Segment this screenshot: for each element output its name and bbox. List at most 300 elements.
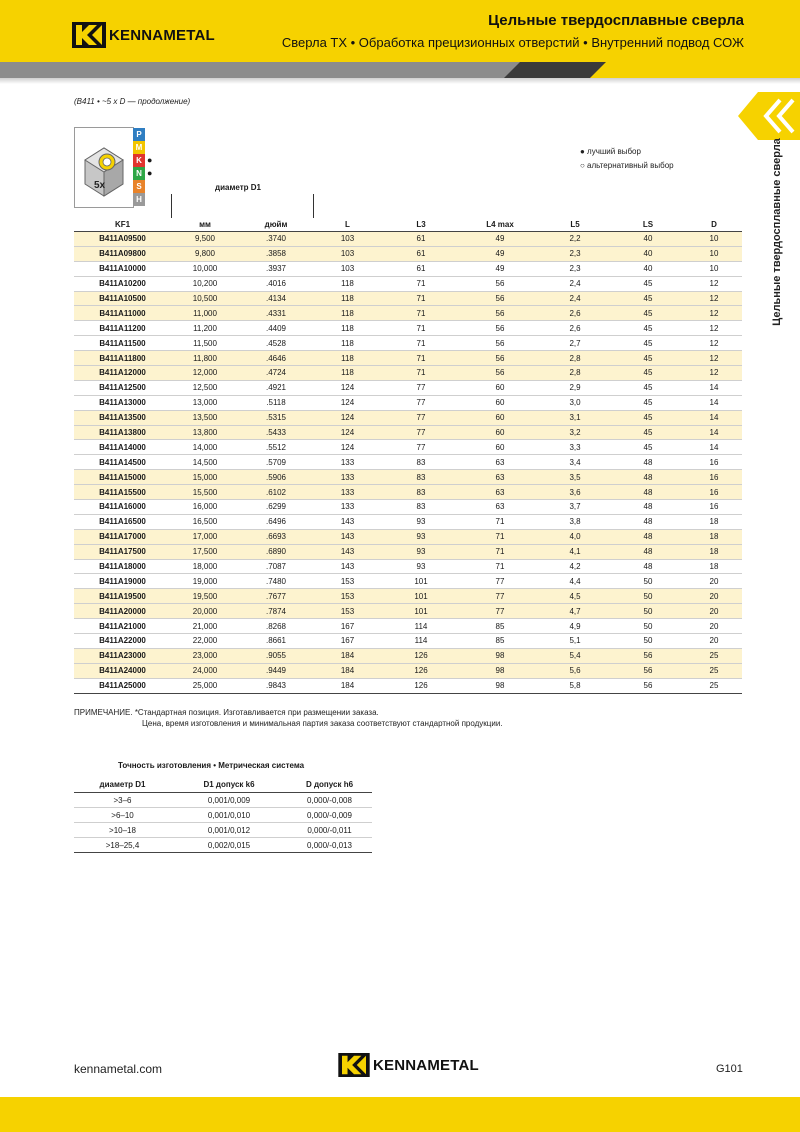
catalog-number: B411A25000 xyxy=(99,681,146,691)
table-cell: 118 xyxy=(341,279,354,289)
table-cell: 83 xyxy=(416,457,426,467)
table-cell: 18 xyxy=(686,529,742,544)
table-cell: 2,8 xyxy=(540,351,610,366)
table-cell: 85 xyxy=(495,621,505,631)
material-h: H xyxy=(133,193,145,206)
catalog-number: B411A12500 xyxy=(99,383,146,393)
table-cell: .4646 xyxy=(239,351,313,366)
table-cell: 14 xyxy=(709,398,719,408)
catalog-number: B411A09800 xyxy=(74,246,171,261)
table-cell: 12 xyxy=(686,306,742,321)
drill-5xd-icon xyxy=(74,127,134,208)
table-cell: .4409 xyxy=(265,323,287,333)
table-cell: 2,3 xyxy=(540,246,610,261)
footer-logo[interactable] xyxy=(338,1053,479,1077)
table-cell: 20 xyxy=(686,604,742,619)
table-cell: 45 xyxy=(610,351,686,366)
table-cell: 101 xyxy=(382,589,460,604)
table-cell: 2,6 xyxy=(540,306,610,321)
catalog-number: B411A11800 xyxy=(74,351,171,366)
table-row xyxy=(74,589,742,604)
table-cell: 56 xyxy=(495,279,505,289)
catalog-number: B411A15000 xyxy=(74,470,171,485)
note-line-2: Цена, время изготовления и минимальная партия заказа соответствуют стандартной продукции. xyxy=(142,719,503,728)
table-cell: 45 xyxy=(643,323,653,333)
header-shadow xyxy=(0,78,800,84)
page-title: Цельные твердосплавные сверла xyxy=(488,12,744,29)
table-cell: 45 xyxy=(643,398,653,408)
table-row xyxy=(74,619,742,634)
table-cell: 4,1 xyxy=(540,544,610,559)
table-cell: 45 xyxy=(610,425,686,440)
table-body xyxy=(74,232,742,694)
table-cell: 25 xyxy=(709,681,719,691)
accuracy-cell: 0,002/0,015 xyxy=(207,840,251,850)
table-cell: 45 xyxy=(610,410,686,425)
catalog-number: B411A19000 xyxy=(99,576,146,586)
table-cell: 143 xyxy=(313,529,382,544)
accuracy-row xyxy=(74,808,372,823)
table-cell: 12,500 xyxy=(192,383,218,393)
table-cell: 10,500 xyxy=(171,291,239,306)
table-cell: .6299 xyxy=(265,502,287,512)
continuation-label: (B411 • ~5 x D — продолжение) xyxy=(74,97,191,106)
table-row xyxy=(74,336,742,351)
table-cell: 83 xyxy=(416,502,426,512)
table-row xyxy=(74,232,742,247)
table-row xyxy=(74,291,742,306)
table-cell: 16 xyxy=(709,457,719,467)
table-cell: 4,9 xyxy=(569,621,581,631)
table-cell: 103 xyxy=(340,264,355,274)
table-cell: .4724 xyxy=(239,366,313,381)
table-cell: 3,1 xyxy=(540,410,610,425)
table-cell: 133 xyxy=(340,457,355,467)
table-row xyxy=(74,246,742,261)
table-row xyxy=(74,440,742,455)
table-cell: 56 xyxy=(460,306,540,321)
table-cell: 167 xyxy=(340,636,355,646)
legend-best: ● лучший выбор xyxy=(580,147,641,156)
table-cell: 77 xyxy=(416,398,426,408)
table-cell: 93 xyxy=(382,529,460,544)
table-cell: 14,000 xyxy=(192,442,218,452)
table-cell: 16 xyxy=(686,470,742,485)
catalog-number: B411A13500 xyxy=(74,410,171,425)
table-cell: 48 xyxy=(643,562,653,572)
table-cell: 12,000 xyxy=(171,366,239,381)
table-cell: 2,9 xyxy=(569,383,581,393)
column-divider xyxy=(171,194,172,218)
table-cell: 48 xyxy=(643,502,653,512)
table-cell: 18 xyxy=(709,562,719,572)
note-line-1: ПРИМЕЧАНИЕ. *Стандартная позиция. Изготавливается при размещении заказа. xyxy=(74,708,379,717)
catalog-number: B411A10000 xyxy=(99,264,146,274)
table-cell: 13,800 xyxy=(171,425,239,440)
table-cell: 184 xyxy=(340,681,355,691)
table-cell: 50 xyxy=(643,636,653,646)
table-cell: 2,6 xyxy=(569,323,581,333)
table-cell: 45 xyxy=(643,338,653,348)
column-header: LS xyxy=(642,219,654,229)
table-cell: 12 xyxy=(709,279,719,289)
table-cell: .4134 xyxy=(239,291,313,306)
accuracy-cell: 0,001/0,009 xyxy=(207,795,251,805)
accuracy-column-header: D допуск h6 xyxy=(305,780,354,789)
kennametal-logo[interactable] xyxy=(72,22,215,48)
table-cell: .8661 xyxy=(265,636,287,646)
table-cell: 10,200 xyxy=(192,279,218,289)
table-cell: 14,500 xyxy=(192,457,218,467)
table-cell: 49 xyxy=(460,232,540,247)
table-cell: 63 xyxy=(495,502,505,512)
table-cell: .5433 xyxy=(239,425,313,440)
table-cell: 71 xyxy=(416,279,426,289)
table-cell: 45 xyxy=(610,366,686,381)
table-row xyxy=(74,276,742,291)
accuracy-table xyxy=(74,777,372,853)
table-cell: .3740 xyxy=(239,232,313,247)
catalog-number: B411A11500 xyxy=(99,338,146,348)
header-stripe-grey xyxy=(0,62,520,78)
table-cell: .9449 xyxy=(239,663,313,678)
table-cell: 45 xyxy=(643,383,653,393)
table-cell: 4,0 xyxy=(540,529,610,544)
table-row xyxy=(74,574,742,589)
accuracy-cell: >18–25,4 xyxy=(105,840,140,850)
column-divider xyxy=(313,194,314,218)
table-cell: 101 xyxy=(414,576,428,586)
table-cell: 56 xyxy=(610,648,686,663)
website-link[interactable]: kennametal.com xyxy=(74,1062,163,1076)
table-cell: 56 xyxy=(460,291,540,306)
table-cell: 25,000 xyxy=(192,681,218,691)
table-cell: 98 xyxy=(460,663,540,678)
table-cell: 133 xyxy=(313,485,382,500)
accuracy-row xyxy=(74,823,372,838)
table-cell: 56 xyxy=(460,366,540,381)
table-cell: 77 xyxy=(460,589,540,604)
table-cell: .3937 xyxy=(265,264,287,274)
table-row xyxy=(74,544,742,559)
table-cell: 143 xyxy=(340,562,355,572)
table-cell: 40 xyxy=(643,264,653,274)
table-cell: 167 xyxy=(340,621,355,631)
table-cell: 20,000 xyxy=(171,604,239,619)
legend xyxy=(580,145,674,173)
table-row xyxy=(74,410,742,425)
catalog-number: B411A16000 xyxy=(99,502,146,512)
table-cell: 71 xyxy=(416,323,426,333)
table-cell: .7677 xyxy=(239,589,313,604)
table-cell: 49 xyxy=(460,246,540,261)
table-cell: 18 xyxy=(709,517,719,527)
page-number: G101 xyxy=(716,1063,743,1075)
table-cell: 71 xyxy=(382,291,460,306)
table-cell: 61 xyxy=(382,232,460,247)
table-cell: 25 xyxy=(686,648,742,663)
footer-brand-name: KENNAMETAL xyxy=(373,1056,479,1074)
table-cell: 48 xyxy=(643,457,653,467)
table-cell: .6693 xyxy=(239,529,313,544)
material-ratings xyxy=(147,128,152,206)
table-cell: .6890 xyxy=(239,544,313,559)
table-cell: 98 xyxy=(495,681,505,691)
table-cell: 153 xyxy=(340,576,355,586)
table-cell: 3,0 xyxy=(569,398,581,408)
table-cell: 5,8 xyxy=(569,681,581,691)
table-row xyxy=(74,648,742,663)
table-cell: 20 xyxy=(709,636,719,646)
catalog-number: B411A11000 xyxy=(74,306,171,321)
table-cell: 48 xyxy=(610,529,686,544)
table-cell: 114 xyxy=(414,636,428,646)
rating-k: ● xyxy=(147,155,153,165)
table-cell: .5709 xyxy=(265,457,287,467)
table-cell: 71 xyxy=(382,306,460,321)
table-cell: 4,5 xyxy=(540,589,610,604)
table-row xyxy=(74,559,742,574)
table-row xyxy=(74,351,742,366)
table-cell: 5,6 xyxy=(540,663,610,678)
table-cell: 45 xyxy=(643,279,653,289)
table-cell: 124 xyxy=(340,383,355,393)
table-cell: 2,4 xyxy=(569,279,581,289)
table-row xyxy=(74,470,742,485)
table-cell: 50 xyxy=(610,589,686,604)
kennametal-k-icon xyxy=(72,22,106,48)
table-cell: 17,000 xyxy=(171,529,239,544)
rating-p xyxy=(147,128,152,141)
table-cell: 50 xyxy=(643,621,653,631)
table-cell: 45 xyxy=(643,442,653,452)
table-cell: 71 xyxy=(416,338,426,348)
table-cell: 71 xyxy=(382,351,460,366)
table-cell: 20 xyxy=(709,621,719,631)
table-cell: 124 xyxy=(313,410,382,425)
material-n: N xyxy=(133,167,145,180)
catalog-number: B411A18000 xyxy=(99,562,146,572)
table-cell: 12 xyxy=(686,351,742,366)
table-cell: 21,000 xyxy=(192,621,218,631)
table-cell: 63 xyxy=(460,485,540,500)
table-cell: 10 xyxy=(709,264,719,274)
table-cell: 40 xyxy=(610,232,686,247)
side-tab-text: Цельные твердосплавные сверла xyxy=(771,138,783,326)
table-row xyxy=(74,366,742,381)
table-cell: 71 xyxy=(495,517,505,527)
table-cell: 56 xyxy=(495,338,505,348)
table-cell: 5,4 xyxy=(540,648,610,663)
table-cell: 16 xyxy=(686,485,742,500)
table-cell: 11,200 xyxy=(193,323,217,333)
table-cell: 10 xyxy=(686,232,742,247)
table-cell: 4,2 xyxy=(569,562,581,572)
table-cell: 16,500 xyxy=(192,517,218,527)
table-cell: 12 xyxy=(686,291,742,306)
side-tab[interactable] xyxy=(738,92,800,140)
table-cell: 2,2 xyxy=(540,232,610,247)
icon-label: 5x xyxy=(94,180,106,191)
accuracy-cell: 0,000/-0,013 xyxy=(307,840,352,850)
table-cell: 4,7 xyxy=(540,604,610,619)
table-cell: .8268 xyxy=(265,621,287,631)
accuracy-column-header: D1 допуск k6 xyxy=(203,780,255,789)
table-row xyxy=(74,485,742,500)
table-cell: 10 xyxy=(686,246,742,261)
material-k: K xyxy=(133,154,145,167)
product-table xyxy=(74,217,742,694)
table-cell: 60 xyxy=(495,398,505,408)
column-header: L3 xyxy=(416,219,426,229)
accuracy-cell: >6–10 xyxy=(111,810,134,820)
table-cell: 19,500 xyxy=(171,589,239,604)
table-cell: 2,8 xyxy=(540,366,610,381)
catalog-number: B411A23000 xyxy=(74,648,171,663)
table-cell: 25 xyxy=(686,663,742,678)
table-cell: 71 xyxy=(460,544,540,559)
table-cell: 77 xyxy=(382,425,460,440)
table-cell: 56 xyxy=(460,351,540,366)
table-cell: 60 xyxy=(495,383,505,393)
catalog-number: B411A13800 xyxy=(74,425,171,440)
catalog-number: B411A13000 xyxy=(99,398,146,408)
table-cell: 20 xyxy=(709,576,719,586)
table-cell: 153 xyxy=(313,589,382,604)
table-cell: 71 xyxy=(460,529,540,544)
table-cell: 9,800 xyxy=(171,246,239,261)
table-cell: 114 xyxy=(414,621,428,631)
accuracy-cell: >10–18 xyxy=(109,825,136,835)
table-cell: 18,000 xyxy=(192,562,218,572)
accuracy-cell: 0,001/0,010 xyxy=(207,810,251,820)
catalog-number: B411A17000 xyxy=(74,529,171,544)
table-cell: 11,000 xyxy=(171,306,239,321)
table-cell: 48 xyxy=(610,544,686,559)
table-cell: 124 xyxy=(340,442,355,452)
table-cell: 61 xyxy=(416,264,426,274)
column-header: L xyxy=(345,219,350,229)
table-cell: 93 xyxy=(382,544,460,559)
table-cell: .9843 xyxy=(265,681,287,691)
catalog-number: B411A24000 xyxy=(74,663,171,678)
table-cell: .5906 xyxy=(239,470,313,485)
table-cell: 14 xyxy=(709,442,719,452)
table-cell: .4016 xyxy=(265,279,287,289)
table-cell: .9055 xyxy=(239,648,313,663)
table-cell: 77 xyxy=(416,383,426,393)
table-cell: 98 xyxy=(460,648,540,663)
material-p: P xyxy=(133,128,145,141)
table-cell: 5,1 xyxy=(569,636,581,646)
table-cell: 12 xyxy=(709,338,719,348)
accuracy-column-header: диаметр D1 xyxy=(99,780,146,789)
table-cell: 71 xyxy=(382,366,460,381)
catalog-number: B411A14000 xyxy=(99,442,146,452)
table-cell: 14 xyxy=(709,383,719,393)
table-cell: 12 xyxy=(709,323,719,333)
table-cell: .5512 xyxy=(265,442,287,452)
table-cell: 103 xyxy=(313,232,382,247)
table-cell: 71 xyxy=(495,562,505,572)
table-row xyxy=(74,634,742,649)
catalog-number: B411A15500 xyxy=(74,485,171,500)
table-cell: 101 xyxy=(382,604,460,619)
accuracy-cell: 0,000/-0,011 xyxy=(307,825,352,835)
table-cell: 16,000 xyxy=(192,502,218,512)
table-cell: 10,000 xyxy=(192,264,218,274)
table-cell: 20 xyxy=(686,589,742,604)
table-cell: 77 xyxy=(460,604,540,619)
catalog-number: B411A10500 xyxy=(74,291,171,306)
rating-n: ● xyxy=(147,168,153,178)
material-groups xyxy=(133,128,145,206)
double-chevron-left-icon xyxy=(738,92,800,140)
table-cell: 13,500 xyxy=(171,410,239,425)
table-cell: 2,3 xyxy=(569,264,581,274)
table-row xyxy=(74,604,742,619)
accuracy-cell: 0,000/-0,009 xyxy=(307,810,352,820)
material-s: S xyxy=(133,180,145,193)
table-cell: 3,6 xyxy=(540,485,610,500)
table-cell: 184 xyxy=(313,663,382,678)
table-cell: 118 xyxy=(341,338,354,348)
table-cell: 143 xyxy=(340,517,355,527)
table-cell: 77 xyxy=(382,410,460,425)
table-cell: 56 xyxy=(643,681,653,691)
accuracy-cell: >3–6 xyxy=(113,795,132,805)
table-cell: 118 xyxy=(313,291,382,306)
table-cell: .4331 xyxy=(239,306,313,321)
table-cell: 133 xyxy=(340,502,355,512)
catalog-number: B411A20000 xyxy=(74,604,171,619)
table-cell: 61 xyxy=(382,246,460,261)
table-cell: 14 xyxy=(686,410,742,425)
table-row xyxy=(74,514,742,529)
table-cell: 3,7 xyxy=(569,502,581,512)
table-cell: .6102 xyxy=(239,485,313,500)
diameter-group-header: диаметр D1 xyxy=(215,183,261,192)
accuracy-body xyxy=(74,793,372,853)
table-cell: 12 xyxy=(686,366,742,381)
table-cell: 45 xyxy=(610,291,686,306)
table-cell: 63 xyxy=(495,457,505,467)
table-cell: 3,4 xyxy=(569,457,581,467)
table-cell: 118 xyxy=(313,366,382,381)
table-cell: 48 xyxy=(610,485,686,500)
catalog-number: B411A12000 xyxy=(74,366,171,381)
table-cell: .7087 xyxy=(265,562,287,572)
table-cell: 118 xyxy=(313,351,382,366)
table-cell: .3858 xyxy=(239,246,313,261)
table-cell: 22,000 xyxy=(192,636,218,646)
table-cell: 19,000 xyxy=(192,576,218,586)
table-cell: 14 xyxy=(686,425,742,440)
column-header: KF1 xyxy=(114,219,131,229)
table-cell: 15,500 xyxy=(171,485,239,500)
legend-alternative: ○ альтернативный выбор xyxy=(580,161,674,170)
catalog-number: B411A09500 xyxy=(74,232,171,247)
table-cell: .7480 xyxy=(265,576,287,586)
column-header: D xyxy=(711,219,717,229)
table-cell: 17,500 xyxy=(171,544,239,559)
table-cell: 126 xyxy=(414,681,428,691)
table-cell: 2,7 xyxy=(569,338,581,348)
table-cell: 103 xyxy=(313,246,382,261)
note xyxy=(74,707,503,729)
catalog-number: B411A16500 xyxy=(99,517,146,527)
column-header: L5 xyxy=(570,219,580,229)
